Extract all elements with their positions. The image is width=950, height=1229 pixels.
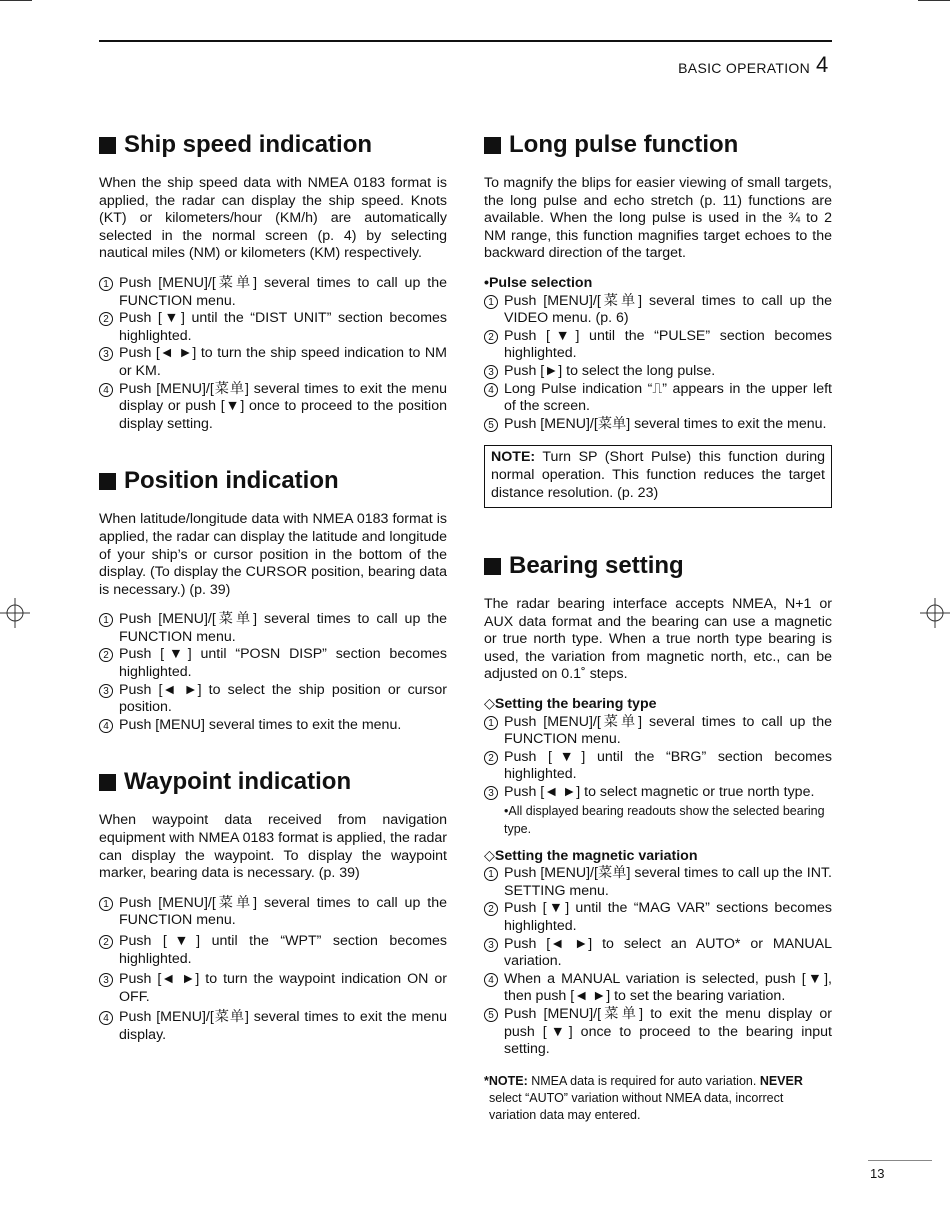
step-item: 3 Push [◄ ►] to select an AUTO* or MANUAL variation. [484, 936, 832, 971]
step-list [484, 293, 832, 434]
step-item: 5 Push [MENU]/[菜单] to exit the menu display or push [▼] once to proceed to the bearing input setting. [484, 1006, 832, 1059]
step-list [99, 895, 447, 1045]
section-body: The radar bearing interface accepts NMEA, N+1 or AUX data format and the bearing can use a magnetic or true north type. When a true north type bearing is used, the variation from magnetic north, etc., can be adjusted on 0.1˚ steps. [484, 596, 832, 683]
step-list [99, 275, 447, 433]
subheading: ◇Setting the bearing type [484, 696, 657, 713]
step-item: 1 Push [MENU]/[菜单] several times to call up the FUNCTION menu. [484, 714, 832, 749]
crop-mark [0, 0, 32, 1]
square-bullet-icon [99, 774, 116, 791]
section-body: When latitude/longitude data with NMEA 0183 format is applied, the radar can display the latitude and longitude of your ship’s or cursor position in the bottom of the display. (To display the CURSOR position, bearing data is necessary.) (p. 39) [99, 511, 447, 598]
note-text: Turn SP (Short Pulse) this function during normal operation. This function reduces the target distance resolution. (p. 23) [491, 449, 825, 501]
waypoint-section [99, 768, 447, 1044]
footnote: *NOTE: NMEA data is required for auto variation. NEVER select “AUTO” variation without NMEA data, incorrect variation data may entered. [484, 1073, 803, 1122]
step-item: 2 Push [▼] until the “PULSE” section becomes highlighted. [484, 328, 832, 363]
section-body: When waypoint data received from navigation equipment with NMEA 0183 format is applied, the radar can display the waypoint. To display the waypoint marker, bearing data is necessary. (p. 39) [99, 812, 447, 882]
page-number: 13 [870, 1166, 885, 1181]
section-heading: Position indication [99, 467, 447, 495]
section-heading: Ship speed indication [99, 131, 447, 159]
step-item: 1 Push [MENU]/[菜单] several times to call up the FUNCTION menu. [99, 895, 447, 930]
step-item: 1 Push [MENU]/[菜单] several times to call up the VIDEO menu. (p. 6) [484, 293, 832, 328]
step-item: 4 When a MANUAL variation is selected, push [▼], then push [◄ ►] to set the bearing variation. [484, 971, 832, 1006]
step-item: 2 Push [▼] until the “WPT” section becomes highlighted. [99, 933, 447, 968]
step-item: 3 Push [►] to select the long pulse. [484, 363, 832, 381]
step-list [99, 611, 447, 734]
step-item: 2 Push [▼] until the “MAG VAR” sections becomes highlighted. [484, 900, 832, 935]
step-item: 2 Push [▼] until “POSN DISP” section becomes highlighted. [99, 646, 447, 681]
step-item: 3 Push [◄ ►] to turn the ship speed indication to NM or KM. [99, 345, 447, 380]
bearing-section [484, 552, 832, 1124]
registration-mark-right [920, 598, 950, 628]
step-item: 2 Push [▼] until the “DIST UNIT” section becomes highlighted. [99, 310, 447, 345]
step-item: 4 Push [MENU]/[菜单] several times to exit the menu display or push [▼] once to proceed to the position display setting. [99, 381, 447, 434]
subheading: ◇Setting the magnetic variation [484, 847, 698, 864]
step-item: 1 Push [MENU]/[菜单] several times to call up the INT. SETTING menu. [484, 865, 832, 900]
registration-mark-left [0, 598, 30, 628]
step-item: 3 Push [◄ ►] to select magnetic or true north type. [484, 784, 832, 802]
step-list [484, 865, 832, 1059]
note-box [484, 445, 832, 508]
step-item: 1 Push [MENU]/[菜单] several times to call up the FUNCTION menu. [99, 275, 447, 310]
bullet-note: •All displayed bearing readouts show the selected bearing type. [504, 803, 825, 836]
step-list [484, 714, 832, 802]
step-item: 2 Push [▼] until the “BRG” section becomes highlighted. [484, 749, 832, 784]
step-item: 3 Push [◄ ►] to select the ship position or cursor position. [99, 682, 447, 717]
running-header: BASIC OPERATION [678, 60, 810, 76]
ship-speed-section [99, 131, 447, 433]
section-heading: Bearing setting [484, 552, 832, 580]
step-item: 1 Push [MENU]/[菜单] several times to call up the FUNCTION menu. [99, 611, 447, 646]
footer-rule [868, 1160, 932, 1161]
section-heading: Long pulse function [484, 131, 832, 159]
step-item: 5 Push [MENU]/[菜单] several times to exit the menu. [484, 416, 832, 434]
section-body: To magnify the blips for easier viewing of small targets, the long pulse and echo stretch (p. 11) functions are available. When the long pulse is used in the ¾ to 2 NM range, this function magnifies target echoes to the backward direction of the target. [484, 175, 832, 262]
square-bullet-icon [484, 558, 501, 575]
square-bullet-icon [99, 473, 116, 490]
section-heading: Waypoint indication [99, 768, 447, 796]
position-section [99, 467, 447, 734]
square-bullet-icon [484, 137, 501, 154]
step-item: 3 Push [◄ ►] to turn the waypoint indication ON or OFF. [99, 971, 447, 1006]
header-rule [99, 40, 832, 42]
long-pulse-section [484, 131, 832, 508]
section-body: When the ship speed data with NMEA 0183 format is applied, the radar can display the ship speed. Knots (KT) or kilometers/hour (KM/h) are automatically selected in the normal screen (p. 4) by selecting nautical miles (NM) or kilometers (KM) respectively. [99, 175, 447, 262]
chapter-number: 4 [816, 52, 829, 77]
square-bullet-icon [99, 137, 116, 154]
subheading: •Pulse selection [484, 274, 593, 291]
step-item: 4 Push [MENU] several times to exit the menu. [99, 717, 447, 735]
right-column [484, 131, 832, 1124]
crop-mark [918, 0, 950, 1]
left-column [99, 131, 447, 1045]
note-label: NOTE: [491, 449, 536, 466]
step-item: 4 Long Pulse indication “⎍” appears in the upper left of the screen. [484, 381, 832, 416]
step-item: 4 Push [MENU]/[菜单] several times to exit the menu display. [99, 1009, 447, 1044]
